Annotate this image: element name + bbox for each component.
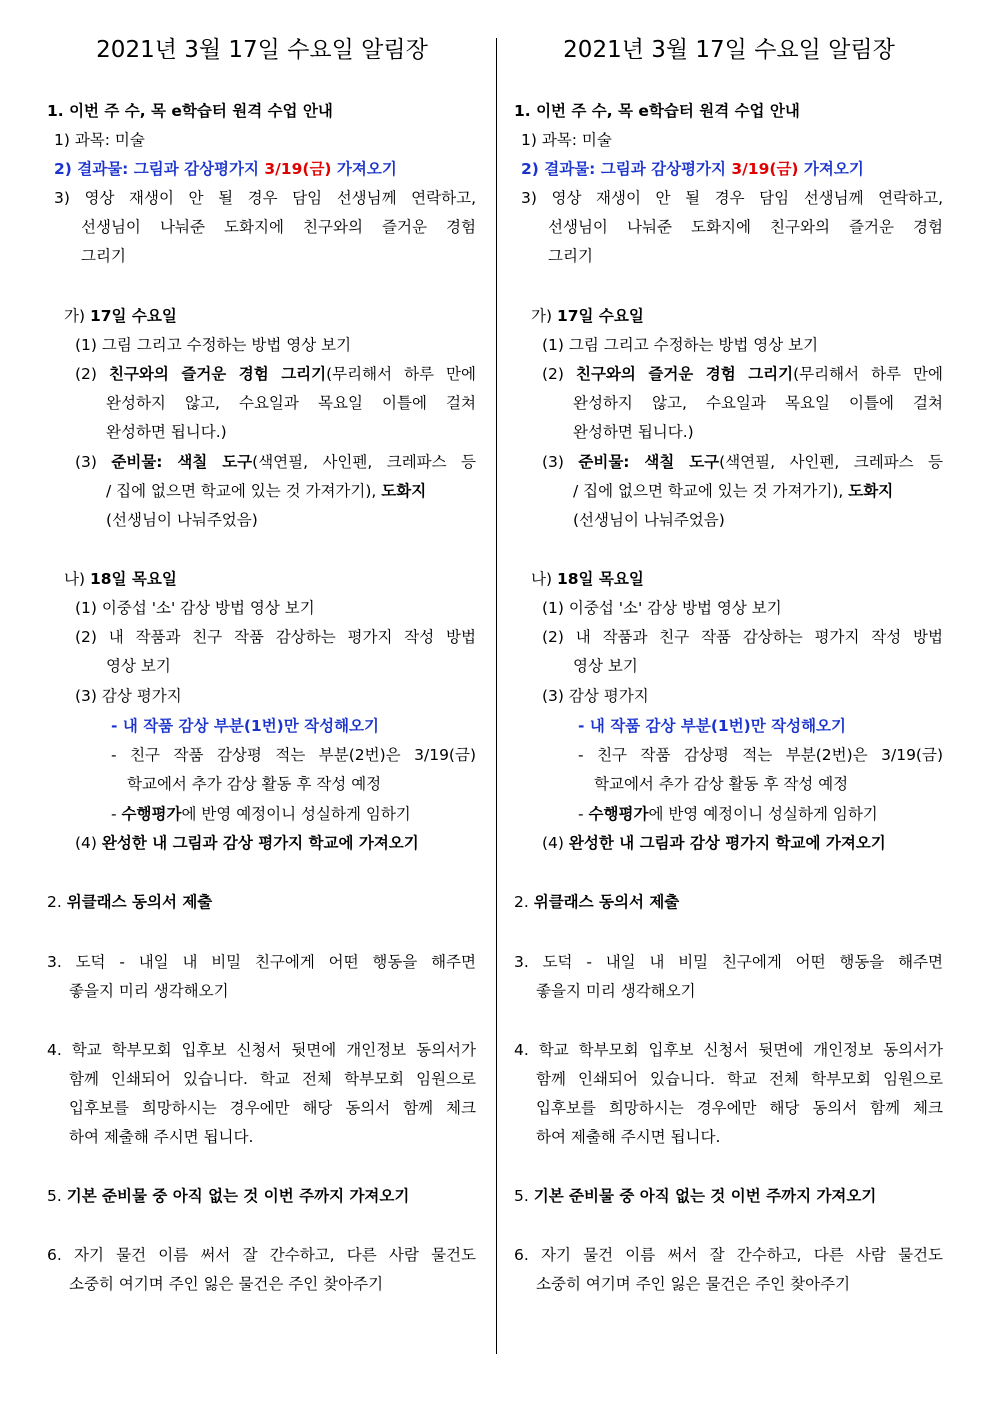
ga-item-2-number: (2) <box>75 365 109 383</box>
section-1-item-2 <box>521 155 941 184</box>
na-item-4 <box>542 829 943 858</box>
section-1-item-1: 1) 과목: 미술 <box>521 131 612 149</box>
due-date: 3/19(금) <box>731 160 799 178</box>
ga-item-2-line-3: 완성하면 됩니다.) <box>573 423 694 441</box>
ga-item-3-line-2 <box>106 477 476 506</box>
section-1-item-3-line-1: 3) 영상 재생이 안 될 경우 담임 선생님께 연락하고, <box>521 189 943 207</box>
section-5 <box>47 1182 477 1211</box>
section-1-item-1: 1) 과목: 미술 <box>54 131 145 149</box>
section-5-bold: 기본 준비물 중 아직 없는 것 이번 주까지 가져오기 <box>533 1187 877 1205</box>
section-2 <box>47 888 477 917</box>
section-3-line-2: 좋을지 미리 생각해오기 <box>69 982 229 1000</box>
na-date: 18일 목요일 <box>556 570 644 588</box>
ga-item-3-line-3: (선생님이 나눠주었음) <box>106 511 258 529</box>
ga-item-3-line-3: (선생님이 나눠주었음) <box>573 511 725 529</box>
item-2-suffix: 가져오기 <box>331 160 397 178</box>
ga-item-3-bold: 준비물: 색칠 도구 <box>111 453 253 471</box>
ga-item-3-line-1 <box>75 448 476 477</box>
ga-item-3-line-1 <box>542 448 943 477</box>
na-item-2-line-2: 영상 보기 <box>106 657 171 675</box>
section-6-line-2: 소중히 여기며 주인 잃은 물건은 주인 찾아주기 <box>69 1275 384 1293</box>
ga-item-1: (1) 그림 그리고 수정하는 방법 영상 보기 <box>75 336 352 354</box>
dash-3-marker: - <box>111 805 122 823</box>
item-2-suffix: 가져오기 <box>798 160 864 178</box>
ga-heading <box>64 302 474 331</box>
section-3-line-1: 3. 도덕 - 내일 내 비밀 친구에게 어떤 행동을 해주면 <box>514 953 943 971</box>
section-2 <box>514 888 944 917</box>
ga-marker: 가) <box>64 307 90 325</box>
ga-item-2-line-2: 완성하지 않고, 수요일과 목요일 이틀에 걸쳐 <box>106 394 476 412</box>
section-4-line-4: 하여 제출해 주시면 됩니다. <box>536 1128 721 1146</box>
dash-3-rest: 에 반영 예정이니 성실하게 임하기 <box>648 805 878 823</box>
column-divider <box>496 38 497 1354</box>
ga-item-3-line-2-text: / 집에 없으면 학교에 있는 것 가져가기), <box>573 482 849 500</box>
section-4-line-3: 입후보를 희망하시는 경우에만 해당 동의서 함께 체크 <box>536 1099 943 1117</box>
section-4-line-2: 함께 인쇄되어 있습니다. 학교 전체 학부모회 임원으로 <box>536 1070 943 1088</box>
ga-item-2-line-1 <box>75 360 476 389</box>
ga-heading <box>531 302 941 331</box>
ga-item-3-number: (3) <box>542 453 579 471</box>
na-item-3-dash-2-line-1: - 친구 작품 감상평 적는 부분(2번)은 3/19(금) <box>578 746 943 764</box>
ga-item-2-bold: 친구와의 즐거운 경험 그리기 <box>108 365 327 383</box>
section-1-item-3-line-2: 선생님이 나눠준 도화지에 친구와의 즐거운 경험 <box>548 218 943 236</box>
na-item-4-number: (4) <box>542 834 569 852</box>
ga-item-3-line-2-bold: 도화지 <box>381 482 427 500</box>
na-item-2-line-1: (2) 내 작품과 친구 작품 감상하는 평가지 작성 방법 <box>75 628 476 646</box>
na-marker: 나) <box>64 570 90 588</box>
ga-date: 17일 수요일 <box>556 307 644 325</box>
section-5-number: 5. <box>514 1187 534 1205</box>
na-item-3-dash-2-line-2: 학교에서 추가 감상 활동 후 작성 예정 <box>127 775 382 793</box>
section-4-line-2: 함께 인쇄되어 있습니다. 학교 전체 학부모회 임원으로 <box>69 1070 476 1088</box>
ga-item-3-line-2-bold: 도화지 <box>848 482 894 500</box>
section-5-number: 5. <box>47 1187 67 1205</box>
ga-item-2-number: (2) <box>542 365 576 383</box>
ga-item-3-rest: (색연필, 사인펜, 크레파스 등 <box>719 453 943 471</box>
ga-item-3-number: (3) <box>75 453 112 471</box>
na-item-4-bold: 완성한 내 그림과 감상 평가지 학교에 가져오기 <box>101 834 419 852</box>
na-item-3: (3) 감상 평가지 <box>542 687 649 705</box>
na-item-3-dash-1: - 내 작품 감상 부분(1번)만 작성해오기 <box>578 717 846 735</box>
section-6-line-1: 6. 자기 물건 이름 써서 잘 간수하고, 다른 사람 물건도 <box>514 1246 943 1264</box>
section-2-bold: 위클래스 동의서 제출 <box>533 893 680 911</box>
section-5 <box>514 1182 944 1211</box>
section-2-number: 2. <box>514 893 534 911</box>
section-1-item-3-line-3: 그리기 <box>81 247 126 265</box>
section-3-line-2: 좋을지 미리 생각해오기 <box>536 982 696 1000</box>
section-4-line-3: 입후보를 희망하시는 경우에만 해당 동의서 함께 체크 <box>69 1099 476 1117</box>
due-date: 3/19(금) <box>264 160 332 178</box>
na-heading <box>531 565 941 594</box>
na-item-4-bold: 완성한 내 그림과 감상 평가지 학교에 가져오기 <box>568 834 886 852</box>
na-item-3: (3) 감상 평가지 <box>75 687 182 705</box>
section-6-line-2: 소중히 여기며 주인 잃은 물건은 주인 찾아주기 <box>536 1275 851 1293</box>
item-2-text: 2) 결과물: 그림과 감상평가지 <box>54 160 265 178</box>
na-heading <box>64 565 474 594</box>
section-1-item-3-line-2: 선생님이 나눠준 도화지에 친구와의 즐거운 경험 <box>81 218 476 236</box>
section-1-item-2 <box>54 155 474 184</box>
section-2-number: 2. <box>47 893 67 911</box>
dash-3-bold: 수행평가 <box>121 805 182 823</box>
ga-item-3-bold: 준비물: 색칠 도구 <box>578 453 720 471</box>
na-item-3-dash-2-line-1: - 친구 작품 감상평 적는 부분(2번)은 3/19(금) <box>111 746 476 764</box>
na-item-3-dash-1: - 내 작품 감상 부분(1번)만 작성해오기 <box>111 717 379 735</box>
section-4-line-1: 4. 학교 학부모회 입후보 신청서 뒷면에 개인정보 동의서가 <box>47 1041 476 1059</box>
notice-title: 2021년 3월 17일 수요일 알림장 <box>96 37 428 63</box>
ga-item-3-line-2-text: / 집에 없으면 학교에 있는 것 가져가기), <box>106 482 382 500</box>
section-1-heading: 1. 이번 주 수, 목 e학습터 원격 수업 안내 <box>514 102 800 120</box>
ga-item-2-line-2: 완성하지 않고, 수요일과 목요일 이틀에 걸쳐 <box>573 394 943 412</box>
na-item-3-dash-3 <box>578 800 943 829</box>
ga-item-2-line-3: 완성하면 됩니다.) <box>106 423 227 441</box>
ga-item-2-bold: 친구와의 즐거운 경험 그리기 <box>575 365 794 383</box>
ga-marker: 가) <box>531 307 557 325</box>
section-1-item-3-line-1: 3) 영상 재생이 안 될 경우 담임 선생님께 연락하고, <box>54 189 476 207</box>
na-item-1: (1) 이중섭 '소' 감상 방법 영상 보기 <box>542 599 782 617</box>
dash-3-bold: 수행평가 <box>588 805 649 823</box>
na-marker: 나) <box>531 570 557 588</box>
section-2-bold: 위클래스 동의서 제출 <box>66 893 213 911</box>
ga-item-1: (1) 그림 그리고 수정하는 방법 영상 보기 <box>542 336 819 354</box>
section-4-line-4: 하여 제출해 주시면 됩니다. <box>69 1128 254 1146</box>
section-1-item-3-line-3: 그리기 <box>548 247 593 265</box>
na-item-4 <box>75 829 476 858</box>
dash-3-rest: 에 반영 예정이니 성실하게 임하기 <box>181 805 411 823</box>
ga-item-2-rest: (무리해서 하루 만에 <box>793 365 943 383</box>
section-1-heading: 1. 이번 주 수, 목 e학습터 원격 수업 안내 <box>47 102 333 120</box>
na-item-2-line-1: (2) 내 작품과 친구 작품 감상하는 평가지 작성 방법 <box>542 628 943 646</box>
na-item-3-dash-3 <box>111 800 476 829</box>
section-6-line-1: 6. 자기 물건 이름 써서 잘 간수하고, 다른 사람 물건도 <box>47 1246 476 1264</box>
ga-item-3-line-2 <box>573 477 943 506</box>
ga-date: 17일 수요일 <box>89 307 177 325</box>
na-item-4-number: (4) <box>75 834 102 852</box>
ga-item-3-rest: (색연필, 사인펜, 크레파스 등 <box>252 453 476 471</box>
na-date: 18일 목요일 <box>89 570 177 588</box>
na-item-2-line-2: 영상 보기 <box>573 657 638 675</box>
section-4-line-1: 4. 학교 학부모회 입후보 신청서 뒷면에 개인정보 동의서가 <box>514 1041 943 1059</box>
item-2-text: 2) 결과물: 그림과 감상평가지 <box>521 160 732 178</box>
notice-title: 2021년 3월 17일 수요일 알림장 <box>563 37 895 63</box>
dash-3-marker: - <box>578 805 589 823</box>
section-5-bold: 기본 준비물 중 아직 없는 것 이번 주까지 가져오기 <box>66 1187 410 1205</box>
ga-item-2-rest: (무리해서 하루 만에 <box>326 365 476 383</box>
ga-item-2-line-1 <box>542 360 943 389</box>
na-item-1: (1) 이중섭 '소' 감상 방법 영상 보기 <box>75 599 315 617</box>
na-item-3-dash-2-line-2: 학교에서 추가 감상 활동 후 작성 예정 <box>594 775 849 793</box>
section-3-line-1: 3. 도덕 - 내일 내 비밀 친구에게 어떤 행동을 해주면 <box>47 953 476 971</box>
